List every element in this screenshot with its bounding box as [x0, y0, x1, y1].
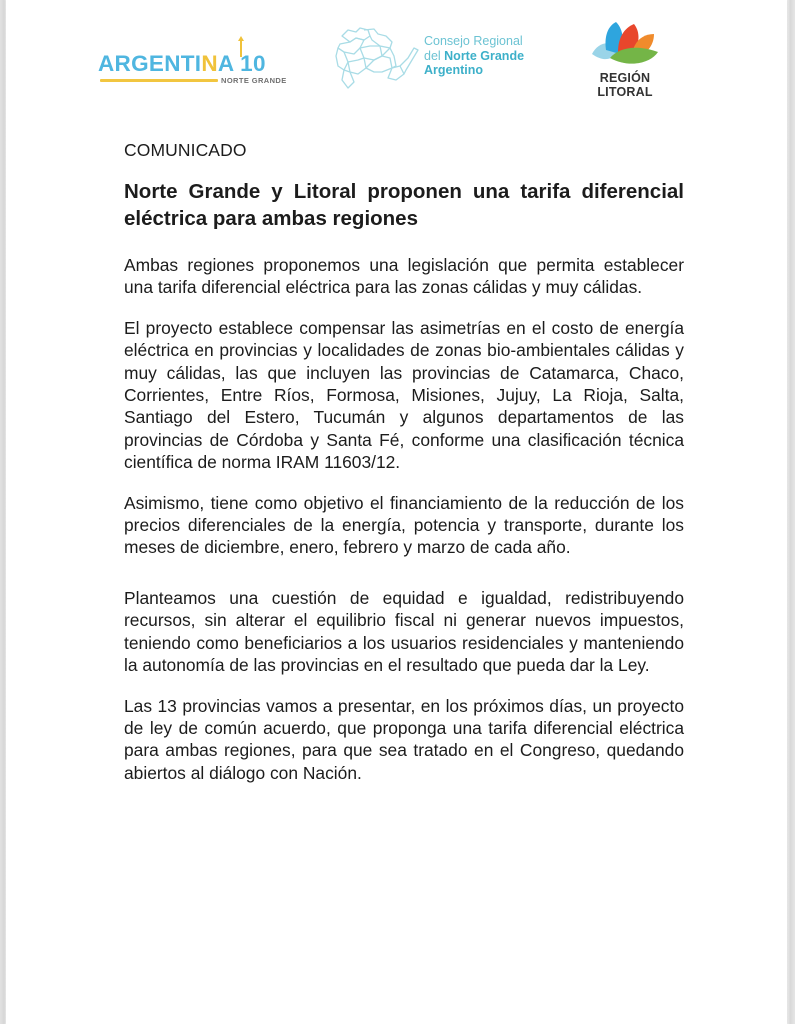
paragraph-4: Planteamos una cuestión de equidad e igualdad, redistribuyendo recursos, sin alterar el equilibrio fiscal ni generar nuevos impuestos, teniendo como beneficiarios a los usuarios residenciales y manteniendo la autonomía de las provincias en el resultado que pueda dar la Ley.: [124, 587, 684, 676]
page-edge-right: [787, 0, 795, 1024]
wordmark-part-2: A 10: [217, 51, 266, 76]
document-headline: Norte Grande y Litoral proponen una tarifa diferencial eléctrica para ambas regiones: [124, 180, 684, 230]
paragraph-3: Asimismo, tiene como objetivo el financiamiento de la reducción de los precios diferenciales de la energía, potencia y transporte, durante los meses de diciembre, enero, febrero y marzo de cada año.: [124, 492, 684, 558]
wordmark-yellow-n: N: [201, 51, 218, 76]
argentina-10-subtitle: NORTE GRANDE: [221, 76, 287, 85]
consejo-line-2-prefix: del: [424, 48, 445, 63]
norte-grande-map-icon: [334, 26, 422, 96]
consejo-regional-logo: [334, 26, 544, 96]
consejo-line-1: Consejo Regional: [424, 34, 523, 48]
consejo-line-2-bold: Norte Grande: [444, 48, 525, 63]
argentina-10-logo: [98, 34, 298, 94]
litoral-line-2: LITORAL: [597, 84, 653, 99]
paragraph-5: Las 13 provincias vamos a presentar, en los próximos días, un proyecto de ley de común acuerdo, que proponga una tarifa diferencial eléctrica para ambas regiones, para que sea tratado en el Congreso, quedando abiertos al diálogo con Nación.: [124, 695, 684, 783]
consejo-line-3: Argentino: [424, 63, 484, 77]
region-litoral-logo: [586, 18, 672, 102]
document-page: [6, 0, 787, 1024]
lotus-flower-icon: [588, 18, 664, 70]
litoral-line-1: REGIÓN: [599, 71, 651, 85]
press-release-body: [124, 139, 684, 802]
paragraph-1: Ambas regiones proponemos una legislación que permita establecer una tarifa diferencial eléctrica para las zonas cálidas y muy cálidas.: [124, 255, 684, 298]
region-litoral-label: [586, 72, 664, 99]
argentina-10-wordmark: [98, 53, 266, 76]
consejo-line-2: [424, 49, 524, 64]
consejo-regional-text: [424, 34, 524, 78]
document-kicker: COMUNICADO: [124, 140, 247, 160]
paragraph-2: El proyecto establece compensar las asimetrías en el costo de energía eléctrica en provincias y localidades de zonas bio-ambientales cálidas y muy cálidas, las que incluyen las provincias de Catamarca, Chaco, Corrientes, Entre Ríos, Formosa, Misiones, Jujuy, La Rioja, Salta, Santiago del Estero, Tucumán y algunos departamentos de las provincias de Córdoba y Santa Fé, conforme una clasificación técnica científica de norma IRAM 11603/12.: [124, 317, 684, 473]
wordmark-part-1: ARGENTI: [98, 51, 202, 76]
logo-underline: [100, 79, 218, 82]
